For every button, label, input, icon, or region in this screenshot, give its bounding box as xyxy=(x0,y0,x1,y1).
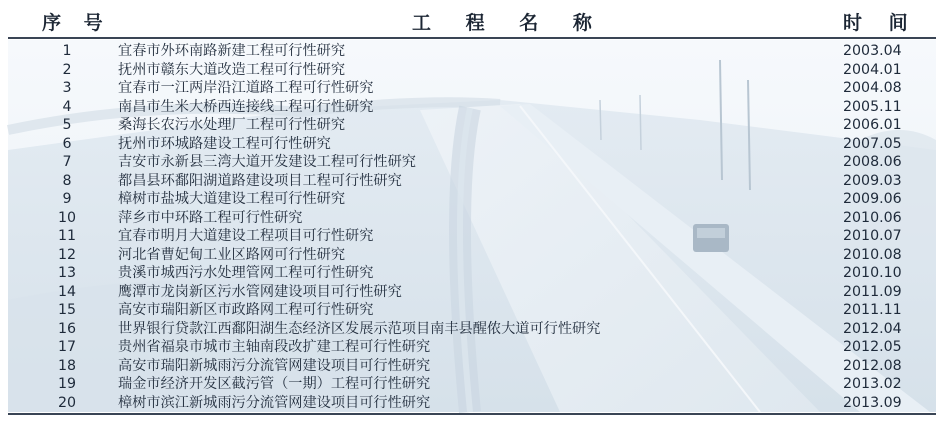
table-row xyxy=(0,209,945,228)
project-name: 樟树市盐城大道建设工程可行性研究 xyxy=(118,191,346,207)
table-row xyxy=(0,172,945,191)
table-row xyxy=(0,338,945,357)
project-date: 2004.08 xyxy=(843,80,902,96)
table-row xyxy=(0,394,945,413)
row-number: 15 xyxy=(57,302,77,318)
project-name: 高安市瑞阳新区市政路网工程可行性研究 xyxy=(118,302,374,318)
row-number: 5 xyxy=(62,117,72,133)
header-serial-number: 序 号 xyxy=(42,12,111,34)
project-date: 2013.09 xyxy=(843,394,902,411)
project-name: 高安市瑞阳新城雨污分流管网建设项目可行性研究 xyxy=(118,357,431,374)
project-date: 2012.08 xyxy=(843,357,902,374)
project-name: 宜春市明月大道建设工程项目可行性研究 xyxy=(118,228,374,244)
project-name: 河北省曹妃甸工业区路网可行性研究 xyxy=(118,246,346,263)
table-row xyxy=(0,98,945,117)
header-time: 时 间 xyxy=(843,12,918,34)
row-number: 19 xyxy=(57,376,77,392)
table-row xyxy=(0,375,945,394)
table-row xyxy=(0,264,945,283)
table-row xyxy=(0,135,945,154)
project-name: 鹰潭市龙岗新区污水管网建设项目可行性研究 xyxy=(118,283,402,300)
table-row xyxy=(0,320,945,339)
table-row xyxy=(0,79,945,98)
row-number: 18 xyxy=(57,357,77,374)
row-number: 8 xyxy=(62,172,72,189)
project-date: 2003.04 xyxy=(843,43,902,59)
table-row xyxy=(0,190,945,209)
project-name: 萍乡市中环路工程可行性研究 xyxy=(118,209,303,226)
project-date: 2010.07 xyxy=(843,228,902,244)
project-name: 桑海长农污水处理厂工程可行性研究 xyxy=(118,117,346,133)
project-name: 抚州市赣东大道改造工程可行性研究 xyxy=(118,61,346,78)
table-row xyxy=(0,116,945,135)
row-number: 20 xyxy=(57,394,77,411)
project-date: 2011.09 xyxy=(843,283,902,300)
project-date: 2004.01 xyxy=(843,61,902,78)
table-row xyxy=(0,246,945,265)
project-date: 2011.11 xyxy=(843,302,902,318)
row-number: 13 xyxy=(57,265,77,281)
table-row xyxy=(0,227,945,246)
top-rule xyxy=(8,37,936,39)
project-name: 宜春市一江两岸沿江道路工程可行性研究 xyxy=(118,80,374,96)
project-date: 2013.02 xyxy=(843,376,902,392)
row-number: 4 xyxy=(62,98,72,115)
row-number: 11 xyxy=(57,228,77,244)
project-name: 贵州省福泉市城市主轴南段改扩建工程可行性研究 xyxy=(118,339,431,355)
project-date: 2010.06 xyxy=(843,209,902,226)
row-number: 1 xyxy=(62,43,72,59)
table-row xyxy=(0,283,945,302)
project-name: 瑞金市经济开发区截污管（一期）工程可行性研究 xyxy=(118,376,431,392)
project-list xyxy=(0,42,945,412)
project-date: 2007.05 xyxy=(843,135,902,152)
row-number: 3 xyxy=(62,80,72,96)
project-name: 抚州市环城路建设工程可行性研究 xyxy=(118,135,331,152)
header-project-name: 工 程 名 称 xyxy=(412,12,606,34)
row-number: 7 xyxy=(62,154,72,170)
project-date: 2010.10 xyxy=(843,265,902,281)
table-row xyxy=(0,301,945,320)
project-name: 贵溪市城西污水处理管网工程可行性研究 xyxy=(118,265,374,281)
project-name: 宜春市外环南路新建工程可行性研究 xyxy=(118,43,346,59)
row-number: 12 xyxy=(57,246,77,263)
row-number: 9 xyxy=(62,191,72,207)
project-name: 樟树市滨江新城雨污分流管网建设项目可行性研究 xyxy=(118,394,431,411)
table-row xyxy=(0,357,945,376)
project-date: 2009.06 xyxy=(843,191,902,207)
row-number: 17 xyxy=(57,339,77,355)
project-date: 2008.06 xyxy=(843,154,902,170)
project-date: 2009.03 xyxy=(843,172,902,189)
table-row xyxy=(0,153,945,172)
project-name: 吉安市永新县三湾大道开发建设工程可行性研究 xyxy=(118,154,416,170)
row-number: 10 xyxy=(57,209,77,226)
row-number: 6 xyxy=(62,135,72,152)
project-name: 南昌市生米大桥西连接线工程可行性研究 xyxy=(118,98,374,115)
row-number: 14 xyxy=(57,283,77,300)
bottom-rule xyxy=(8,413,936,415)
project-date: 2005.11 xyxy=(843,98,902,115)
project-date: 2010.08 xyxy=(843,246,902,263)
project-name: 都昌县环鄱阳湖道路建设项目工程可行性研究 xyxy=(118,172,402,189)
project-name: 世界银行贷款江西鄱阳湖生态经济区发展示范项目南丰县醒侬大道可行性研究 xyxy=(118,320,601,337)
project-date: 2006.01 xyxy=(843,117,902,133)
table-row xyxy=(0,61,945,80)
row-number: 16 xyxy=(57,320,77,337)
project-date: 2012.04 xyxy=(843,320,902,337)
row-number: 2 xyxy=(62,61,72,78)
project-date: 2012.05 xyxy=(843,339,902,355)
table-row xyxy=(0,42,945,61)
